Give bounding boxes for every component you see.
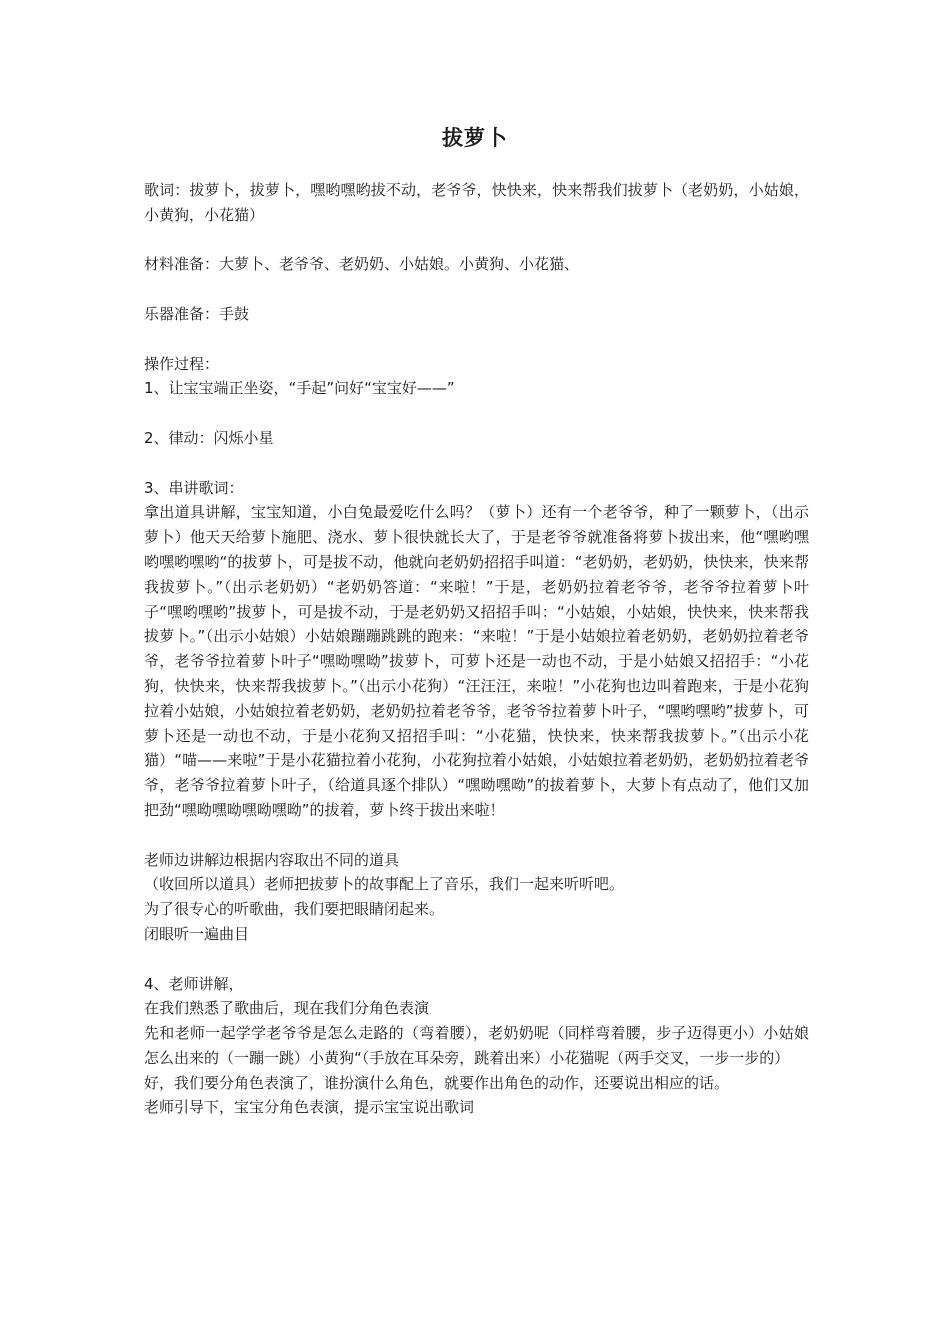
document-body	[144, 178, 809, 1120]
spacer	[144, 401, 809, 426]
spacer	[144, 823, 809, 848]
step-4-line: 先和老师一起学学老爷爷是怎么走路的（弯着腰），老奶奶呢（同样弯着腰，步子迈得更小）小姑娘怎么出来的（一蹦一跳）小黄狗“（手放在耳朵旁，跳着出来）小花猫呢（两手交叉，一步一步的）	[144, 1024, 809, 1067]
spacer	[144, 277, 809, 302]
step-4-line: 好，我们要分角色表演了，谁扮演什么角色，就要作出角色的动作，还要说出相应的话。	[144, 1073, 730, 1092]
teacher-line: 老师边讲解边根据内容取出不同的道具	[144, 850, 400, 869]
spacer	[144, 451, 809, 476]
materials-paragraph: 材料准备：大萝卜、老爷爷、老奶奶、小姑娘。小黄狗、小花猫、	[144, 255, 580, 274]
spacer	[144, 228, 809, 253]
step-3-heading: 3、串讲歌词：	[144, 478, 244, 497]
step-1: 1、让宝宝端正坐姿，“手起”问好“宝宝好——”	[144, 379, 455, 398]
process-heading: 操作过程：	[144, 354, 220, 373]
spacer	[144, 947, 809, 972]
step-4-line: 在我们熟悉了歌曲后，现在我们分角色表演	[144, 999, 430, 1018]
lyrics-paragraph: 歌词：拔萝卜，拔萝卜，嘿哟嘿哟拔不动，老爷爷，快快来，快来帮我们拔萝卜（老奶奶，小姑娘，小黄狗，小花猫）	[144, 181, 809, 224]
spacer	[144, 327, 809, 352]
instruments-paragraph: 乐器准备：手鼓	[144, 304, 250, 323]
step-4-heading: 4、老师讲解，	[144, 974, 244, 993]
step-2: 2、律动：闪烁小星	[144, 428, 274, 447]
step-3-story: 拿出道具讲解，宝宝知道，小白兔最爱吃什么吗？（萝卜）还有一个老爷爷，种了一颗萝卜，（出示萝卜）他天天给萝卜施肥、浇水、萝卜很快就长大了，于是老爷爷就准备将萝卜拔出来，他“嘿哟嘿哟嘿哟嘿哟“的拔萝卜，可是拔不动，他就向老奶奶招招手叫道：“老奶奶，老奶奶，快快来，快来帮我拔萝卜。”（出示老奶奶）“老奶奶答道：“来啦！”于是，老奶奶拉着老爷爷，老爷爷拉着萝卜叶子“嘿哟嘿哟”拔萝卜，可是拔不动，于是老奶奶又招招手叫：“小姑娘，小姑娘，快快来，快来帮我拔萝卜。”（出示小姑娘）小姑娘蹦蹦跳跳的跑来：“来啦！”于是小姑娘拉着老奶奶，老奶奶拉着老爷爷，老爷爷拉着萝卜叶子“嘿呦嘿呦”拔萝卜，可萝卜还是一动也不动，于是小姑娘又招招手：“小花狗，快快来，快来帮我拔萝卜。”（出示小花狗）“汪汪汪，来啦！”小花狗也边叫着跑来，于是小花狗拉着小姑娘，小姑娘拉着老奶奶，老奶奶拉着老爷爷，老爷爷拉着萝卜叶子，“嘿哟嘿哟”拔萝卜，可萝卜还是一动也不动，于是小花狗又招招手叫：“小花猫，快快来，快来帮我拔萝卜。”（出示小花猫）“喵——来啦”于是小花猫拉着小花狗，小花狗拉着小姑娘，小姑娘拉着老奶奶，老奶奶拉着老爷爷，老爷爷拉着萝卜叶子，（给道具逐个排队）“嘿呦嘿呦”的拔着萝卜，大萝卜有点动了，他们又加把劲“嘿呦嘿呦嘿呦嘿呦”的拔着，萝卜终于拔出来啦！	[144, 503, 809, 819]
step-4-line: 老师引导下，宝宝分角色表演，提示宝宝说出歌词	[144, 1098, 475, 1117]
teacher-line: 闭眼听一遍曲目	[144, 924, 250, 943]
document-title: 拔萝卜	[442, 126, 508, 150]
teacher-line: （收回所以道具）老师把拔萝卜的故事配上了音乐，我们一起来听听吧。	[144, 875, 625, 894]
teacher-line: 为了很专心的听歌曲，我们要把眼睛闭起来。	[144, 900, 445, 919]
